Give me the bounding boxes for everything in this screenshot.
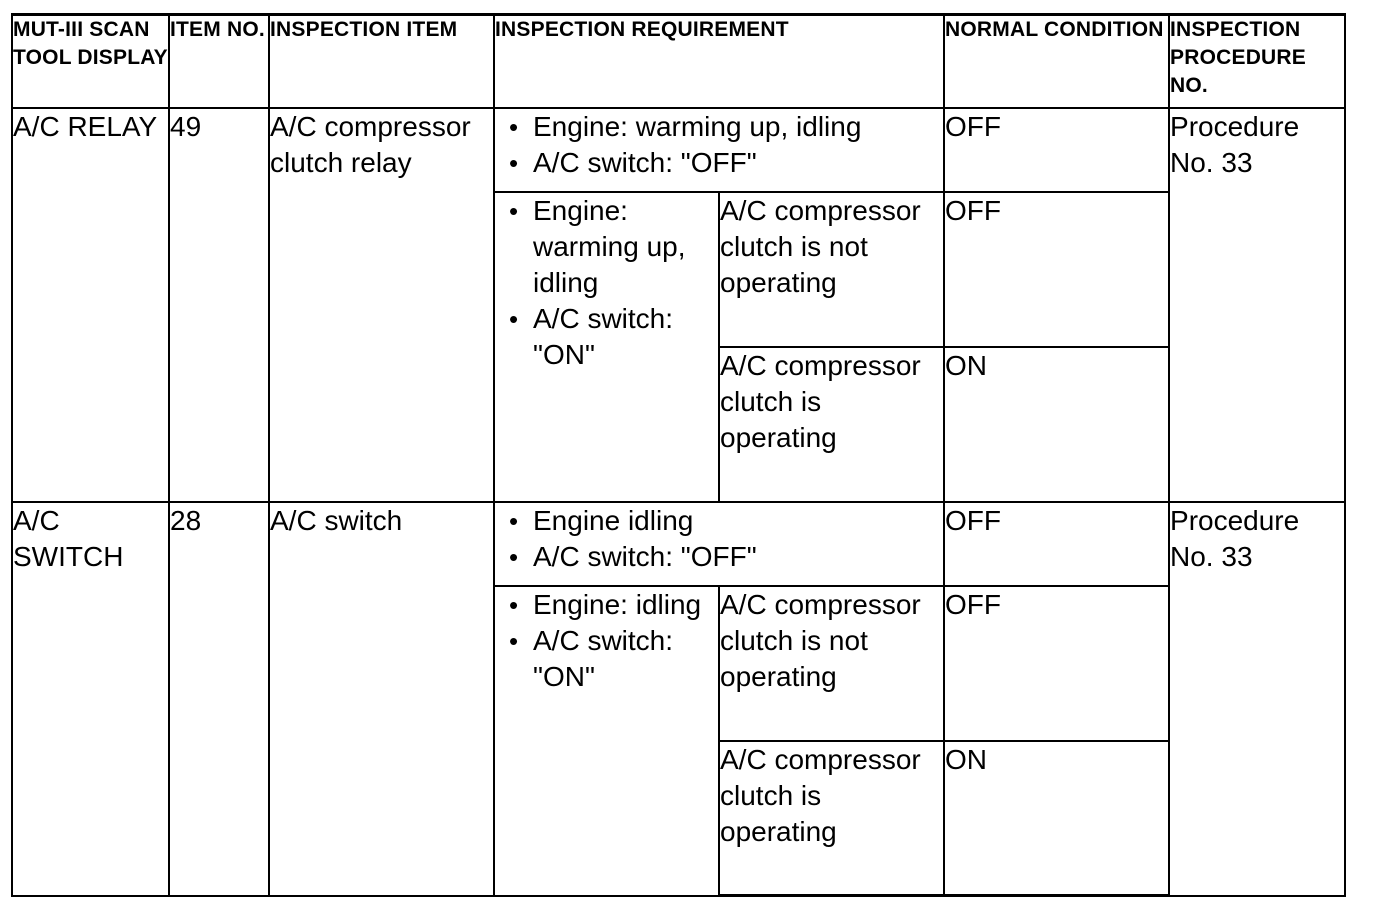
sub-condition-cell: A/C compressor clutch is not operating [719, 192, 944, 347]
inspection-table [11, 13, 1346, 897]
requirement-cell [494, 192, 719, 502]
bullet-item: • Engine idling [495, 503, 943, 539]
header-display: MUT-III SCAN TOOL DISPLAY [12, 15, 169, 108]
sub-condition-cell: A/C compressor clutch is not operating [719, 586, 944, 741]
header-inspection-item: INSPECTION ITEM [269, 15, 494, 108]
bullet-item: • Engine: warming up, idling [495, 109, 943, 145]
header-normal-condition: NORMAL CONDITION [944, 15, 1169, 108]
table-row [12, 108, 1345, 192]
procedure-cell: Procedure No. 33 [1169, 108, 1345, 502]
bullet-item: • A/C switch: "OFF" [495, 145, 943, 181]
normal-condition-cell: OFF [944, 108, 1169, 192]
requirement-cell [494, 108, 944, 192]
bullet-item: • Engine: idling [495, 587, 718, 623]
display-cell: A/C RELAY [12, 108, 169, 502]
bullet-item: • A/C switch: "ON" [495, 623, 718, 695]
normal-condition-cell: OFF [944, 502, 1169, 586]
normal-condition-cell: ON [944, 347, 1169, 502]
normal-condition-cell: ON [944, 741, 1169, 896]
header-inspection-requirement: INSPECTION REQUIREMENT [494, 15, 944, 108]
inspection-item-cell: A/C switch [269, 502, 494, 896]
header-procedure-no: INSPECTION PROCEDURE NO. [1169, 15, 1345, 108]
header-row [12, 15, 1345, 108]
bullet-item: • Engine: warming up, idling [495, 193, 718, 301]
inspection-item-cell: A/C compressor clutch relay [269, 108, 494, 502]
item-no-cell: 28 [169, 502, 269, 896]
bullet-item: • A/C switch: "ON" [495, 301, 718, 373]
normal-condition-cell: OFF [944, 586, 1169, 741]
bullet-item: • A/C switch: "OFF" [495, 539, 943, 575]
sub-condition-cell: A/C compressor clutch is operating [719, 741, 944, 896]
requirement-cell [494, 502, 944, 586]
normal-condition-cell: OFF [944, 192, 1169, 347]
requirement-cell [494, 586, 719, 896]
sub-condition-cell: A/C compressor clutch is operating [719, 347, 944, 502]
table-row [12, 502, 1345, 586]
procedure-cell: Procedure No. 33 [1169, 502, 1345, 896]
display-cell: A/C SWITCH [12, 502, 169, 896]
header-item-no: ITEM NO. [169, 15, 269, 108]
item-no-cell: 49 [169, 108, 269, 502]
